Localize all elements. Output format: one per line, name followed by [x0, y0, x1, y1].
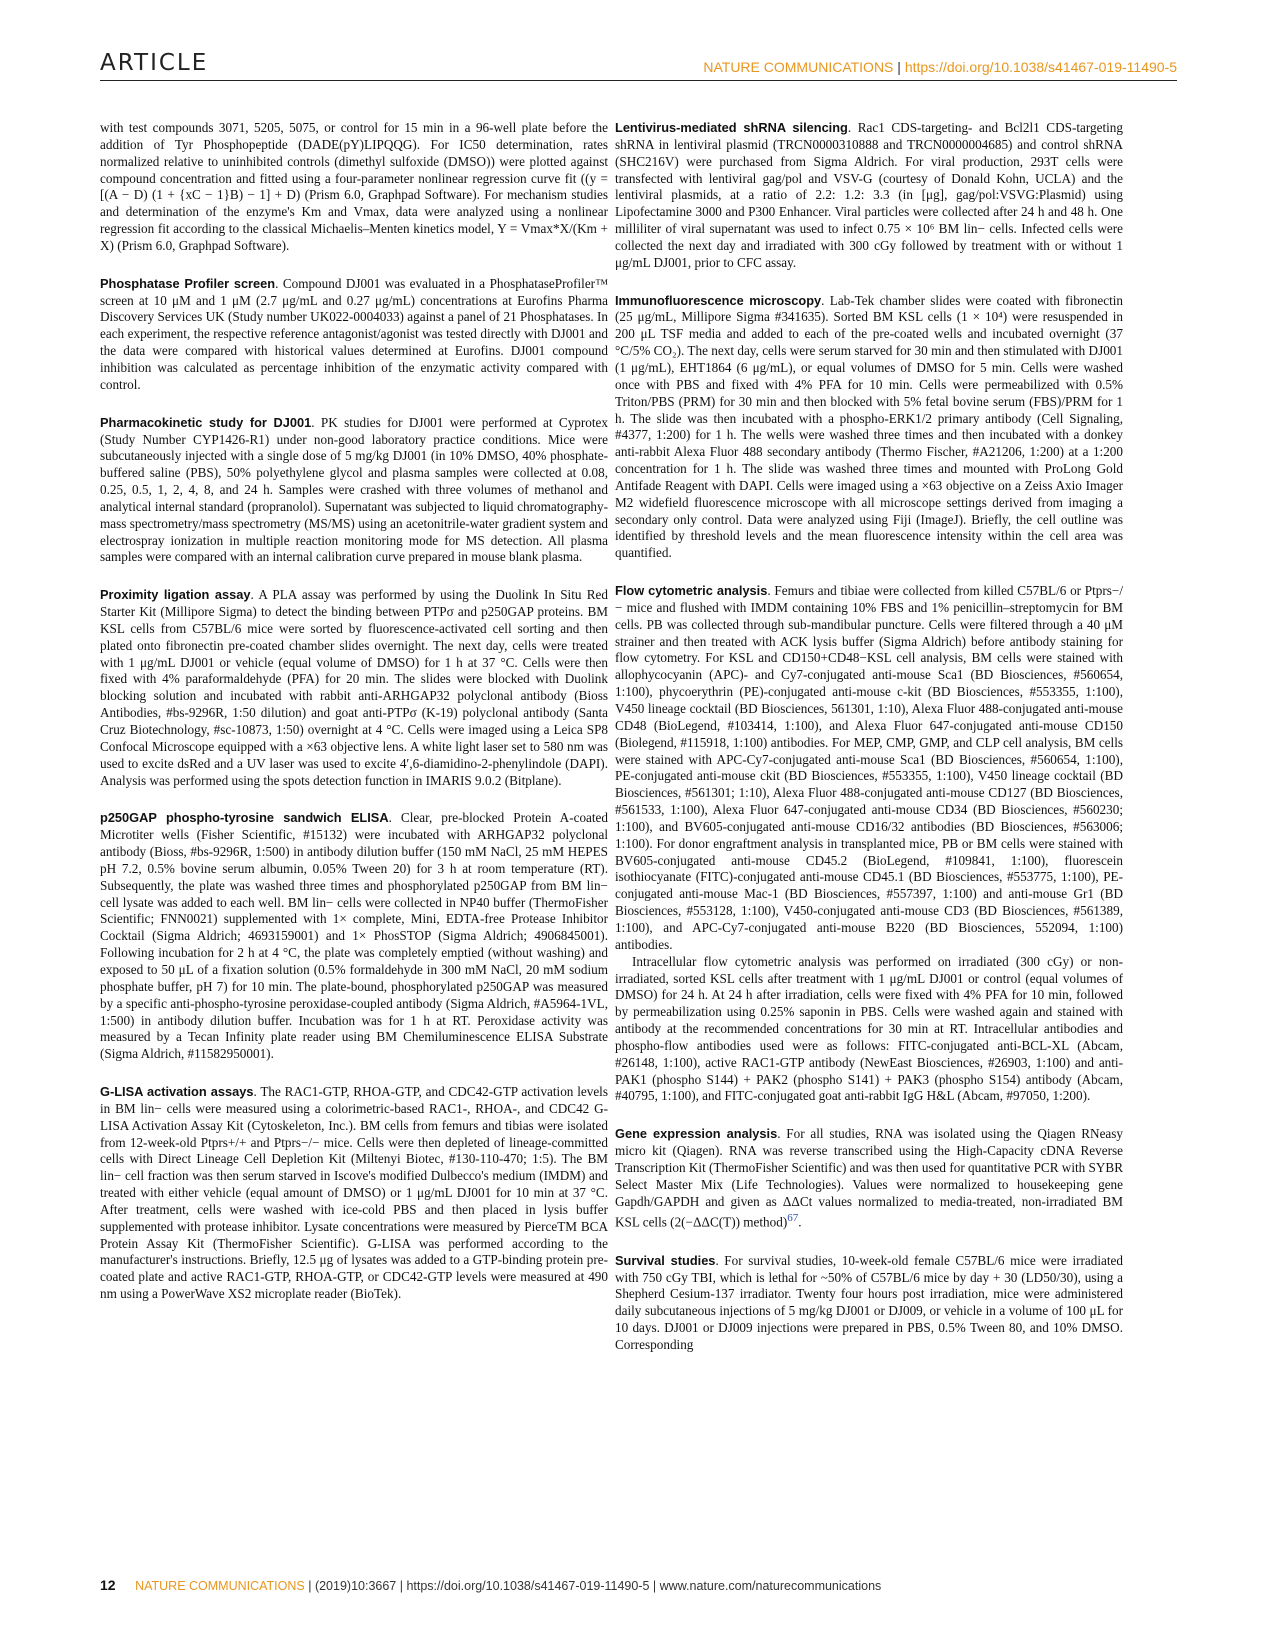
section-label: ARTICLE — [100, 50, 209, 76]
section-flow-cytometry — [615, 583, 1123, 954]
paragraph-text: . Rac1 CDS-targeting- and Bcl2l1 CDS-targeting shRNA in lentiviral plasmid (TRCN0000310888 and TRCN0000004685) and control shRNA (SHC216V) were purchased from Sigma Aldrich. For viral production, 293T cells were transfected with lentiviral gag/pol and VSV-G (courtesy of Donald Kohn, UCLA) and the lentiviral plasmids, at a ratio of 2.2: 1.2: 3.3 (in [μg], gag/pol:VSVG:Plasmid) using Lipofectamine 3000 and P300 Enhancer. Viral particles were collected after 24 h and 48 h. One milliliter of viral supernatant was used to infect 0.75 × 10⁶ BM lin− cells. Infected cells were collected the next day and irradiated with 300 cGy followed by treatment with or without 1 μg/mL DJ001, prior to CFC assay. — [615, 120, 1123, 270]
footer-journal: NATURE COMMUNICATIONS — [135, 1579, 305, 1593]
section-phosphatase-profiler — [100, 276, 608, 394]
footer-citation[interactable]: | (2019)10:3667 | https://doi.org/10.1038/s41467-019-11490-5 | www.nature.com/naturecommunications — [308, 1579, 882, 1593]
section-heading: Immunofluorescence microscopy — [615, 292, 822, 308]
paragraph-text: . The RAC1-GTP, RHOA-GTP, and CDC42-GTP activation levels in BM lin− cells were measured using a colorimetric-based RAC1-, RHOA-, and CDC42 G-LISA Activation Assay Kit (Cytoskeleton, Inc.). BM cells from femurs and tibias were isolated from 12-week-old Ptprs+/+ and Ptprs−/− mice. Cells were then depleted of lineage-committed cells with Direct Lineage Cell Depletion Kit (Miltenyi Biotec, #130-110-470; 1:5). The BM lin− cell fraction was then serum starved in Iscove's modified Dulbecco's medium (IMDM) and treated with either vehicle (equal amount of DMSO) or 1 μg/mL DJ001 for 10 min at 37 °C. After treatment, cells were washed with ice-cold PBS and then placed in lysis buffer supplemented with protease inhibitor. Lysate concentrations were measured by PierceTM BCA Protein Assay Kit (ThermoFisher Scientific). G-LISA was performed according to the manufacturer's instructions. Briefly, 12.5 μg of lysates was added to a GTP-binding protein pre-coated plate and active RAC1-GTP, RHOA-GTP, or CDC42-GTP levels were measured at 490 nm using a PowerWave XS2 microplate reader (BioTek). — [100, 1084, 608, 1302]
page-footer — [100, 1577, 881, 1593]
section-gene-expression — [615, 1126, 1123, 1231]
header-separator: | — [897, 59, 901, 75]
section-lentivirus — [615, 120, 1123, 272]
paragraph-text: . For survival studies, 10-week-old female C57BL/6 mice were irradiated with 750 cGy TBI, which is lethal for ~50% of C57BL/6 mice by day + 30 (LD50/30), using a Shepherd Cesium-137 irradiator. Twenty four hours post irradiation, mice were administered daily subcutaneous injections of 5 mg/kg DJ001 or DJ009, or vehicle in a volume of 100 μL for 10 days. DJ001 or DJ009 injections were prepared in PBS, 0.5% Tween 80, and 10% DMSO. Corresponding — [615, 1252, 1123, 1352]
doi-link[interactable]: https://doi.org/10.1038/s41467-019-11490-5 — [904, 59, 1177, 75]
section-heading: Flow cytometric analysis — [615, 583, 768, 599]
reference-link[interactable]: 67 — [787, 1212, 799, 1225]
paragraph-intracellular-flow — [615, 954, 1123, 1106]
paragraph-text: . PK studies for DJ001 were performed at Cyprotex (Study Number CYP1426-R1) under non-good laboratory practice conditions. Mice were subcutaneously injected with a single dose of 5 mg/kg DJ001 (in 10% DMSO, 40% phosphate-buffered saline (PBS), 50% polyethylene glycol and plasma samples were collected at 0.08, 0.25, 0.5, 1, 2, 4, 8, and 24 h. Samples were crashed with three volumes of methanol and analytical internal standard (propranolol). Supernatant was subjected to liquid chromatography-mass spectrometry/mass spectrometry (MS/MS) using an acetonitrile-water gradient system and electrospray ionization in multiple reaction monitoring mode for MS detection. All plasma samples were compared with an internal calibration curve prepared in mouse blank plasma. — [100, 414, 608, 565]
paragraph-tail: . — [798, 1214, 802, 1230]
right-column — [615, 120, 1123, 1375]
section-heading: Proximity ligation assay — [100, 587, 251, 603]
paragraph-text: . For all studies, RNA was isolated using the Qiagen RNeasy micro kit (Qiagen). RNA was reverse transcribed using the High-Capacity cDNA Reverse Transcription Kit (ThermoFisher Scientific) and was then used for quantitative PCR with SYBR Select Master Mix (Life Technologies). Values were normalized to housekeeping gene Gapdh/GAPDH and given as ΔΔCt values normalized to media-treated, non-irradiated BM KSL cells (2(−ΔΔC(T)) method) — [615, 1126, 1124, 1230]
header-rule — [100, 80, 1177, 81]
section-heading: Phosphatase Profiler screen — [100, 275, 276, 291]
paragraph-text: . Compound DJ001 was evaluated in a PhosphataseProfiler™ screen at 10 μM and 1 μM (2.7 μg/mL and 0.27 μg/mL) concentrations at Eurofins Pharma Discovery Services UK (Study number UK022-0004033) against a panel of 21 Phosphatases. In each experiment, the respective reference antagonist/agonist was tested directly with DJ001 and the data were compared with historical values determined at Eurofins. DJ001 compound inhibition was calculated as percentage inhibition of the enzymatic activity compared with control. — [100, 275, 608, 392]
paragraph-text: . Lab-Tek chamber slides were coated with fibronectin (25 μg/mL, Millipore Sigma #341635). Sorted BM KSL cells (1 × 10⁴) were resuspended in 200 μL TSF media and added to each of the pre-coated wells and incubated overnight (37 °C/5% CO₂). The next day, cells were serum starved for 30 min and then stimulated with DJ001 (1 μg/mL), EHT1864 (6 μg/mL), or equal volumes of DMSO for 5 min. Cells were washed once with PBS and fixed with 4% PFA for 10 min. Cells were permeabilized with 0.5% Triton/PBS (PRM) for 30 min and then blocked with 5% fetal bovine serum (FBS)/PRM for 1 h. The slide was then incubated with a phospho-ERK1/2 primary antibody (Cell Signaling, #4377, 1:200) for 1 h. The wells were washed three times and then incubated with a donkey anti-rabbit Alexa Fluor 488 secondary antibody (Thermo Fischer, #A21206, 1:200) at a 1:200 concentration for 1 h. The slide was washed three times and mounted with ProLong Gold Antifade Reagent with DAPI. Cells were imaged using a ×63 objective on a Zeiss Axio Imager M2 widefield fluorescence microscope with all microscope settings derived from imaging a secondary only control. Data were analyzed using Fiji (ImageJ). Briefly, the cell outline was identified by threshold levels and the mean fluorescence intensity within the cell area was quantified. — [615, 292, 1123, 561]
paragraph-assay-continuation — [100, 120, 608, 255]
page-number: 12 — [100, 1577, 116, 1593]
section-proximity-ligation — [100, 587, 608, 789]
running-header — [703, 59, 1177, 75]
section-g-lisa — [100, 1084, 608, 1303]
paragraph-text: Intracellular flow cytometric analysis was performed on irradiated (300 cGy) or non-irradiated, sorted KSL cells after treatment with 1 μg/mL DJ001 or control (equal volumes of DMSO) for 24 h. At 24 h after irradiation, cells were fixed with 4% PFA for 10 min, followed by permeabilization using 0.25% saponin in PBS. Cells were washed again and stained with antibody at the recommended concentrations for 30 min at RT. Intracellular antibodies and phospho-flow antibodies used were as follows: FITC-conjugated anti-BCL-XL (Abcam, #26148, 1:100), active RAC1-GTP antibody (NewEast Biosciences, #26903, 1:100) and anti-PAK1 (phospho S144) + PAK2 (phospho S141) + PAK3 (phospho S154) antibody (Abcam, #40795, 1:100), and FITC-conjugated goat anti-rabbit IgG H&L (Abcam, #97050, 1:200). — [615, 953, 1123, 1104]
left-column — [100, 120, 608, 1324]
section-heading: Pharmacokinetic study for DJ001 — [100, 414, 312, 430]
section-heading: Gene expression analysis — [615, 1126, 778, 1142]
section-immunofluorescence — [615, 293, 1123, 563]
journal-name: NATURE COMMUNICATIONS — [703, 59, 894, 75]
section-heading: Survival studies — [615, 1252, 716, 1268]
section-heading: G-LISA activation assays — [100, 1084, 254, 1100]
section-survival — [615, 1253, 1123, 1354]
paragraph-text: with test compounds 3071, 5205, 5075, or control for 15 min in a 96-well plate before the addition of Tyr Phosphopeptide (DADE(pY)LIPQQG). For IC50 determination, rates normalized relative to uninhibited controls (dimethyl sulfoxide (DMSO)) were plotted against compound concentration and fitted using a four-parameter nonlinear regression curve fit ((y = [(A − D) (1 + {xC − 1}B) − 1] + D) (Prism 6.0, Graphpad Software). For mechanism studies and determination of the enzyme's Km and Vmax, data were analyzed using a nonlinear regression fit according to the classical Michaelis–Menten kinetics model, Y = Vmax*X/(Km + X) (Prism 6.0, Graphpad Software). — [100, 120, 608, 253]
section-heading: Lentivirus-mediated shRNA silencing — [615, 120, 848, 135]
section-heading: p250GAP phospho-tyrosine sandwich ELISA — [100, 810, 389, 826]
section-elisa — [100, 810, 608, 1063]
paragraph-text: . Femurs and tibiae were collected from killed C57BL/6 or Ptprs−/− mice and flushed with IMDM containing 10% FBS and 1% penicillin–streptomycin for BM cells. PB was collected through sub-mandibular puncture. Cells were filtered through a 40 μM strainer and then treated with ACK lysis buffer (Sigma Aldrich) before antibody staining for flow cytometry. For KSL and CD150+CD48−KSL cell analysis, BM cells were stained with allophycocyanin (APC)- and Cy7-conjugated anti-mouse Sca1 (BD Biosciences, #560654, 1:100), phycoerythrin (PE)-conjugated anti-mouse c-kit (BD Biosciences, #553355, 1:100), V450 lineage cocktail (BD Biosciences, 561301, 1:10), Alexa Fluor 488-conjugated anti-mouse CD48 (BioLegend, #103414, 1:100), and Alexa Fluor 647-conjugated anti-mouse CD150 (Biolegend, #115918, 1:100) antibodies. For MEP, CMP, GMP, and CLP cell analysis, BM cells were stained with APC-Cy7-conjugated anti-mouse Sca1 (BD Biosciences, #560654, 1:100), PE-conjugated anti-mouse ckit (BD Biosciences, #553355, 1:100), V450 lineage cocktail (BD Biosciences, #561301; 1:10), Alexa Fluor 488-conjugated anti-mouse CD127 (BD Biosciences, #561533, 1:100), Alexa Fluor 647-conjugated anti-mouse CD34 (BD Biosciences, #560230; 1:100), and BV605-conjugated anti-mouse CD16/32 antibodies (BD Biosciences, #563006; 1:100). For donor engraftment analysis in transplanted mice, PB or BM cells were stained with BV605-conjugated anti-mouse CD45.2 (BioLegend, #109841, 1:100), fluorescein isothiocyanate (FITC)-conjugated anti-mouse CD45.1 (BD Biosciences, #553775, 1:100), PE-conjugated anti-mouse Mac-1 (BD Biosciences, #557397, 1:100) and anti-mouse Gr1 (BD Biosciences, #553128, 1:100), V450-conjugated anti-mouse CD3 (BD Biosciences, #561389, 1:100), and APC-Cy7-conjugated anti-mouse B220 (BD Biosciences, 552094, 1:100) antibodies. — [615, 583, 1123, 952]
section-pharmacokinetic — [100, 415, 608, 567]
paragraph-text: . A PLA assay was performed by using the Duolink In Situ Red Starter Kit (Millipore Sigma) to detect the binding between PTPσ and p250GAP proteins. BM KSL cells from C57BL/6 mice were sorted by fluorescence-activated cell sorting and then plated onto fibronectin pre-coated chamber slides overnight. The next day, cells were treated with 1 μg/mL DJ001 or vehicle (equal volume of DMSO) for 1 h at 37 °C. Cells were then fixed with 4% paraformaldehyde (PFA) for 20 min. The slides were blocked with Duolink blocking solution and incubated with rabbit anti-ARHGAP32 polyclonal antibody (Bioss Antibodies, #bs-9296R, 1:50 dilution) and goat anti-PTPσ (K-19) polyclonal antibody (Santa Cruz Biotechnology, #sc-10873, 1:50) overnight at 4 °C. Cells were imaged using a Leica SP8 Confocal Microscope equipped with a ×63 objective lens. A white light laser set to 580 nm was used to excite dsRed and a UV laser was used to excite 4′,6-diamidino-2-phenylindole (DAPI). Analysis was performed using the spots detection function in IMARIS 9.0.2 (Bitplane). — [100, 587, 608, 788]
paragraph-text: . Clear, pre-blocked Protein A-coated Microtiter wells (Fisher Scientific, #15132) were incubated with ARHGAP32 polyclonal antibody (Bioss, #bs-9296R, 1:500) in antibody dilution buffer (150 mM NaCl, 25 mM HEPES pH 7.2, 0.5% bovine serum albumin, 0.05% Tween 20) for 3 h at room temperature (RT). Subsequently, the plate was washed three times and phosphorylated p250GAP from BM lin− cell lysate was added to each well. BM lin− cells were collected in NP40 buffer (ThermoFisher Scientific; FNN0021) supplemented with 1× complete, Mini, EDTA-free Protease Inhibitor Cocktail (Sigma Aldrich; 4693159001) and 1× PhosSTOP (Sigma Aldrich; 4906845001). Following incubation for 2 h at 4 °C, the plate was completely emptied (without washing) and exposed to 50 μL of a fixation solution (0.5% formaldehyde in 300 mM NaCl, 20 mM sodium phosphate buffer, pH 7) for 10 min. The plate-bound, phosphorylated p250GAP was measured by a specific anti-phospho-tyrosine peroxidase-coupled antibody (Sigma Aldrich, #A5964-1VL, 1:500) in antibody dilution buffer. Incubation was for 1 h at RT. Peroxidase activity was measured by a Tecan Infinity plate reader using BM Chemiluminescence ELISA Substrate (Sigma Aldrich, #11582950001). — [100, 810, 609, 1062]
